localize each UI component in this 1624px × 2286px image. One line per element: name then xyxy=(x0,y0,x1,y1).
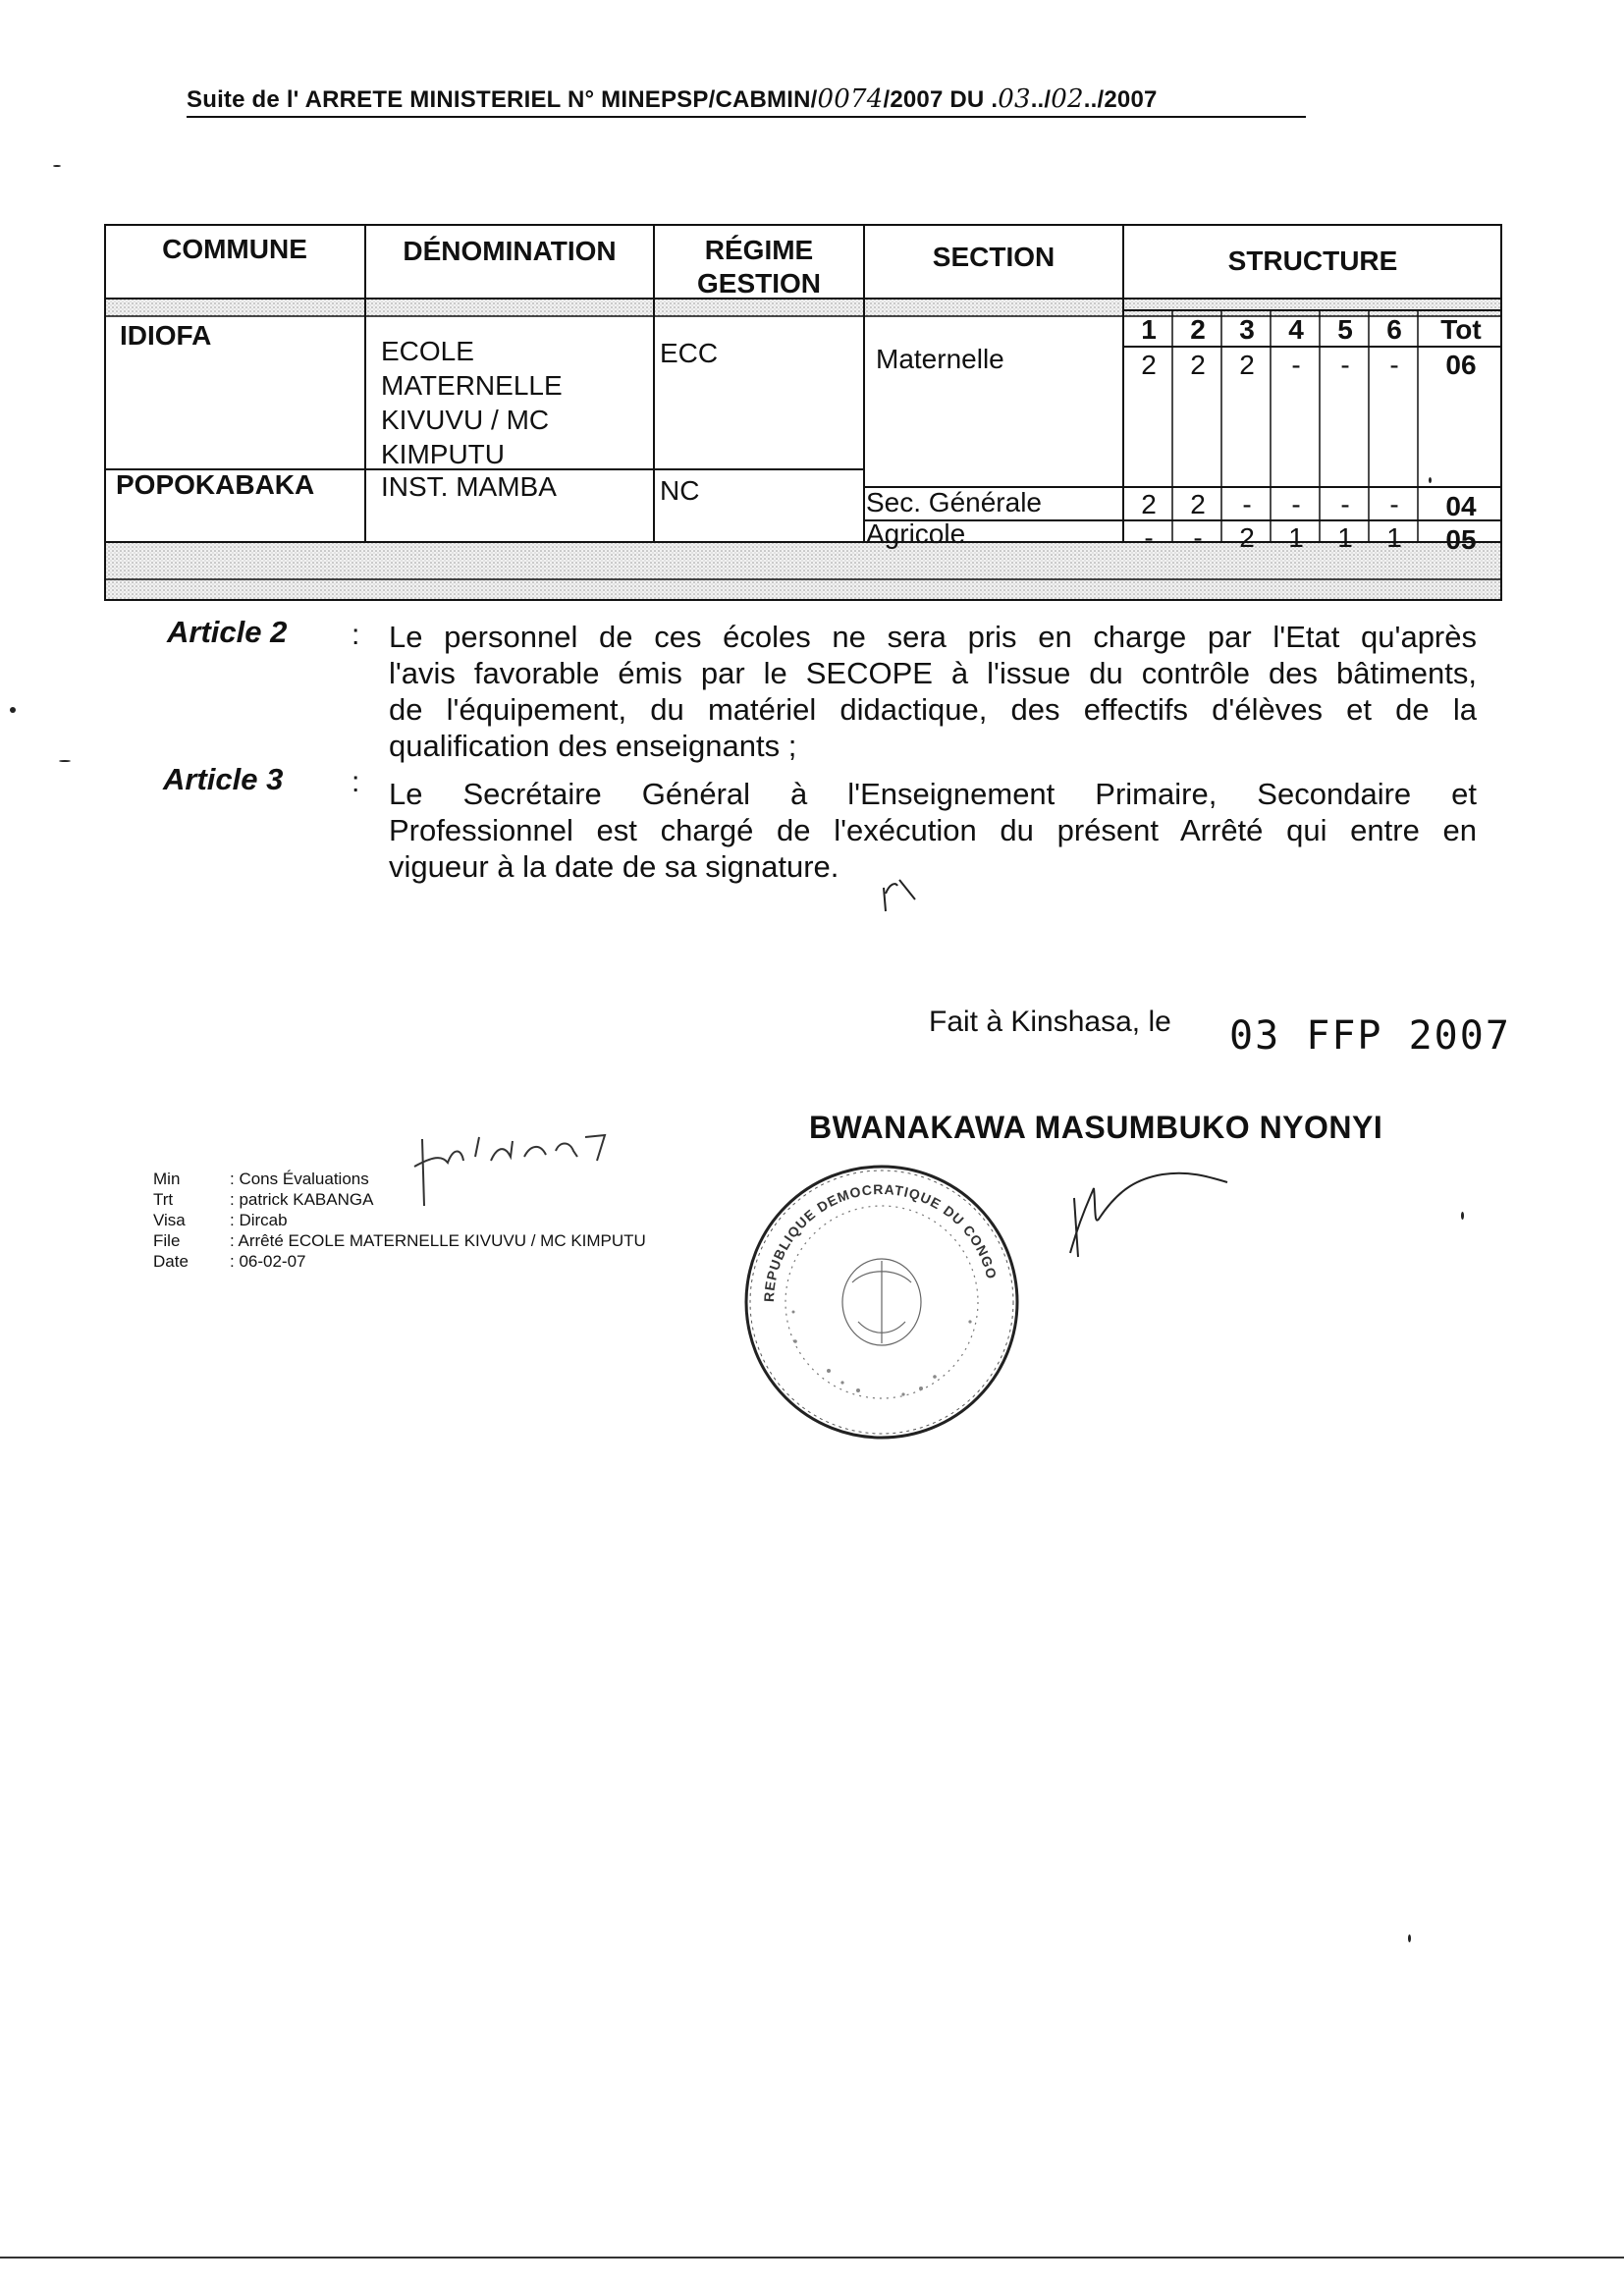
row1-commune: IDIOFA xyxy=(120,320,212,351)
row3-section: Agricole xyxy=(866,518,966,549)
structure-col-1: 1 xyxy=(1141,314,1157,345)
row1-val-6: - xyxy=(1389,350,1399,380)
row3-val-5: 1 xyxy=(1337,522,1353,553)
scan-speck xyxy=(59,760,71,762)
row1-val-3: 2 xyxy=(1239,350,1255,380)
initials-mark xyxy=(876,874,935,923)
row2-val-1: 2 xyxy=(1141,489,1157,519)
meta-value: : Arrêté ECOLE MATERNELLE KIVUVU / MC KIMPUTU xyxy=(230,1231,646,1250)
structure-col-5: 5 xyxy=(1337,314,1353,345)
row2-denomination: INST. MAMBA xyxy=(381,471,557,502)
structure-col-3: 3 xyxy=(1239,314,1255,345)
seal-text: REPUBLIQUE DEMOCRATIQUE DU CONGO xyxy=(760,1180,1001,1303)
col-header-regime-line2: GESTION xyxy=(696,268,821,299)
structure-col-total: Tot xyxy=(1440,314,1482,345)
row1-val-1: 2 xyxy=(1141,350,1157,380)
article-3-line3: vigueur à la date de sa signature. xyxy=(389,849,839,884)
structure-col-4: 4 xyxy=(1288,314,1304,345)
meta-row-date xyxy=(153,1251,646,1272)
article-3-label: Article 3 xyxy=(163,762,284,796)
meta-row-trt xyxy=(153,1189,646,1210)
handwritten-signature xyxy=(1060,1159,1316,1277)
article-2-line1: Le personnel de ces écoles ne sera pris en charge par l'Etat qu'après xyxy=(389,620,1477,654)
row1-denomination-line1: ECOLE xyxy=(381,336,474,366)
decree-month: 02 xyxy=(1051,84,1084,114)
row3-val-6: 1 xyxy=(1386,522,1402,553)
article-3-line2: Professionnel est chargé de l'exécution du présent Arrêté qui entre en xyxy=(389,813,1477,847)
header-prefix: Suite de l' ARRETE MINISTERIEL N° MINEPSP/CABMIN/ xyxy=(187,86,818,113)
row2-commune: POPOKABAKA xyxy=(116,469,315,500)
row1-denomination xyxy=(381,334,563,471)
row3-total: 05 xyxy=(1445,524,1477,555)
place-and-date-label: Fait à Kinshasa, le xyxy=(929,1006,1171,1038)
scan-speck xyxy=(53,165,61,167)
meta-key: Trt xyxy=(153,1190,174,1209)
meta-key: Visa xyxy=(153,1211,186,1229)
decree-number: 0074 xyxy=(817,84,884,114)
official-seal xyxy=(734,1155,1029,1449)
row1-total: 06 xyxy=(1445,350,1477,380)
col-header-commune: COMMUNE xyxy=(162,234,307,264)
article-3-colon: : xyxy=(352,766,360,798)
row2-val-6: - xyxy=(1389,489,1399,519)
header-year: /2007 DU . xyxy=(883,86,999,113)
row1-denomination-line3: KIVUVU / MC xyxy=(381,405,550,435)
article-2-line2: l'avis favorable émis par le SECOPE à l'issue du contrôle des bâtiments, xyxy=(389,656,1477,690)
structure-col-6: 6 xyxy=(1386,314,1402,345)
row2-section: Sec. Générale xyxy=(866,487,1042,517)
meta-value: : Dircab xyxy=(230,1211,288,1229)
document-metadata xyxy=(153,1169,646,1272)
row2-regime: NC xyxy=(660,475,700,506)
row2-total: 04 xyxy=(1445,491,1477,521)
row3-val-3: 2 xyxy=(1239,522,1255,553)
row3-val-1: - xyxy=(1144,522,1154,553)
document-header xyxy=(187,84,1306,118)
meta-row-file xyxy=(153,1230,646,1251)
article-2-text xyxy=(389,619,1477,764)
meta-row-visa xyxy=(153,1210,646,1230)
meta-value: : 06-02-07 xyxy=(230,1252,306,1271)
meta-key: Min xyxy=(153,1170,181,1188)
page-bottom-edge xyxy=(0,2257,1624,2259)
article-3-text xyxy=(389,776,1477,885)
signatory-name: BWANAKAWA MASUMBUKO NYONYI xyxy=(809,1110,1383,1145)
decree-day: 03 xyxy=(998,84,1031,114)
scan-speck xyxy=(10,707,16,713)
row2-val-3: - xyxy=(1242,489,1252,519)
scan-speck xyxy=(1408,1934,1411,1942)
article-3-line1: Le Secrétaire Général à l'Enseignement Primaire, Secondaire et xyxy=(389,777,1477,811)
meta-value: : patrick KABANGA xyxy=(230,1190,374,1209)
row1-val-2: 2 xyxy=(1190,350,1206,380)
row1-val-5: - xyxy=(1340,350,1350,380)
col-header-structure: STRUCTURE xyxy=(1227,245,1398,276)
meta-row-min xyxy=(153,1169,646,1189)
col-header-regime-line1: RÉGIME xyxy=(704,235,814,265)
row3-val-4: 1 xyxy=(1288,522,1304,553)
meta-key: Date xyxy=(153,1252,189,1271)
header-mid: ../ xyxy=(1030,86,1052,113)
row2-val-2: 2 xyxy=(1190,489,1206,519)
row1-val-4: - xyxy=(1291,350,1301,380)
meta-key: File xyxy=(153,1231,181,1250)
row1-denomination-line4: KIMPUTU xyxy=(381,439,505,469)
article-2-colon: : xyxy=(352,619,360,651)
row2-val-4: - xyxy=(1291,489,1301,519)
col-header-section: SECTION xyxy=(932,242,1056,272)
meta-value: : Cons Évaluations xyxy=(230,1170,369,1188)
row2-val-5: - xyxy=(1340,489,1350,519)
structure-col-2: 2 xyxy=(1190,314,1206,345)
row1-section: Maternelle xyxy=(876,344,1004,374)
col-header-regime xyxy=(654,234,864,300)
row1-denomination-line2: MATERNELLE xyxy=(381,370,563,401)
row3-val-2: - xyxy=(1193,522,1203,553)
stamped-date: 03 FFP 2007 xyxy=(1229,1013,1511,1059)
scan-speck xyxy=(1461,1212,1464,1220)
article-2-line4: qualification des enseignants ; xyxy=(389,729,797,763)
col-header-denomination: DÉNOMINATION xyxy=(403,236,617,266)
row1-regime: ECC xyxy=(660,338,719,368)
article-2-line3: de l'équipement, du matériel didactique, des effectifs d'élèves et de la xyxy=(389,692,1477,727)
scan-speck xyxy=(1429,477,1432,483)
schools-table xyxy=(104,224,1502,601)
header-year2: ../2007 xyxy=(1083,86,1158,113)
article-2-label: Article 2 xyxy=(167,615,288,649)
